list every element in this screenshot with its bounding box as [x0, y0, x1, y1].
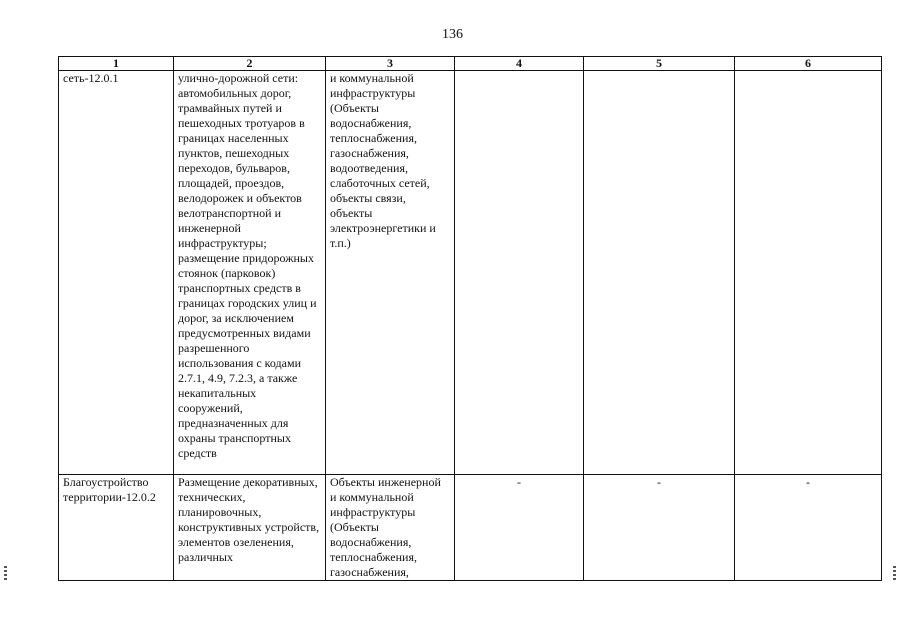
scan-edge-mark-left — [4, 566, 7, 580]
document-table — [58, 56, 882, 581]
cell-col6 — [735, 71, 882, 475]
cell-code: сеть-12.0.1 — [59, 71, 174, 475]
column-header-2: 2 — [174, 57, 326, 71]
cell-col5: - — [584, 475, 735, 581]
cell-col5 — [584, 71, 735, 475]
table-header-row — [59, 57, 882, 71]
column-header-3: 3 — [326, 57, 455, 71]
column-header-4: 4 — [455, 57, 584, 71]
cell-col4 — [455, 71, 584, 475]
table-row — [59, 71, 882, 475]
column-header-6: 6 — [735, 57, 882, 71]
table-row — [59, 475, 882, 581]
cell-description: улично-дорожной сети: автомобильных дорог, трамвайных путей и пешеходных тротуаров в границах населенных пунктов, пешеходных переходов, бульваров, площадей, проездов, велодорожек и объектов велотранспортной и инженерной инфраструктуры; размещение придорожных стоянок (парковок) транспортных средств в границах городских улиц и дорог, за исключением предусмотренных видами разрешенного использования с кодами 2.7.1, 4.9, 7.2.3, а также некапитальных сооружений, предназначенных для охраны транспортных средств — [174, 71, 326, 475]
cell-code: Благоустройство территории-12.0.2 — [59, 475, 174, 581]
cell-description: Размещение декоративных, технических, планировочных, конструктивных устройств, элементов озеленения, различных — [174, 475, 326, 581]
column-header-1: 1 — [59, 57, 174, 71]
scan-edge-mark-right — [893, 566, 896, 580]
column-header-5: 5 — [584, 57, 735, 71]
cell-col4: - — [455, 475, 584, 581]
cell-objects: и коммунальной инфраструктуры (Объекты водоснабжения, теплоснабжения, газоснабжения, водоотведения, слаботочных сетей, объекты связи, объекты электроэнергетики и т.п.) — [326, 71, 455, 475]
cell-col6: - — [735, 475, 882, 581]
cell-objects: Объекты инженерной и коммунальной инфраструктуры (Объекты водоснабжения, теплоснабжения, газоснабжения, — [326, 475, 455, 581]
page-number: 136 — [442, 27, 463, 42]
